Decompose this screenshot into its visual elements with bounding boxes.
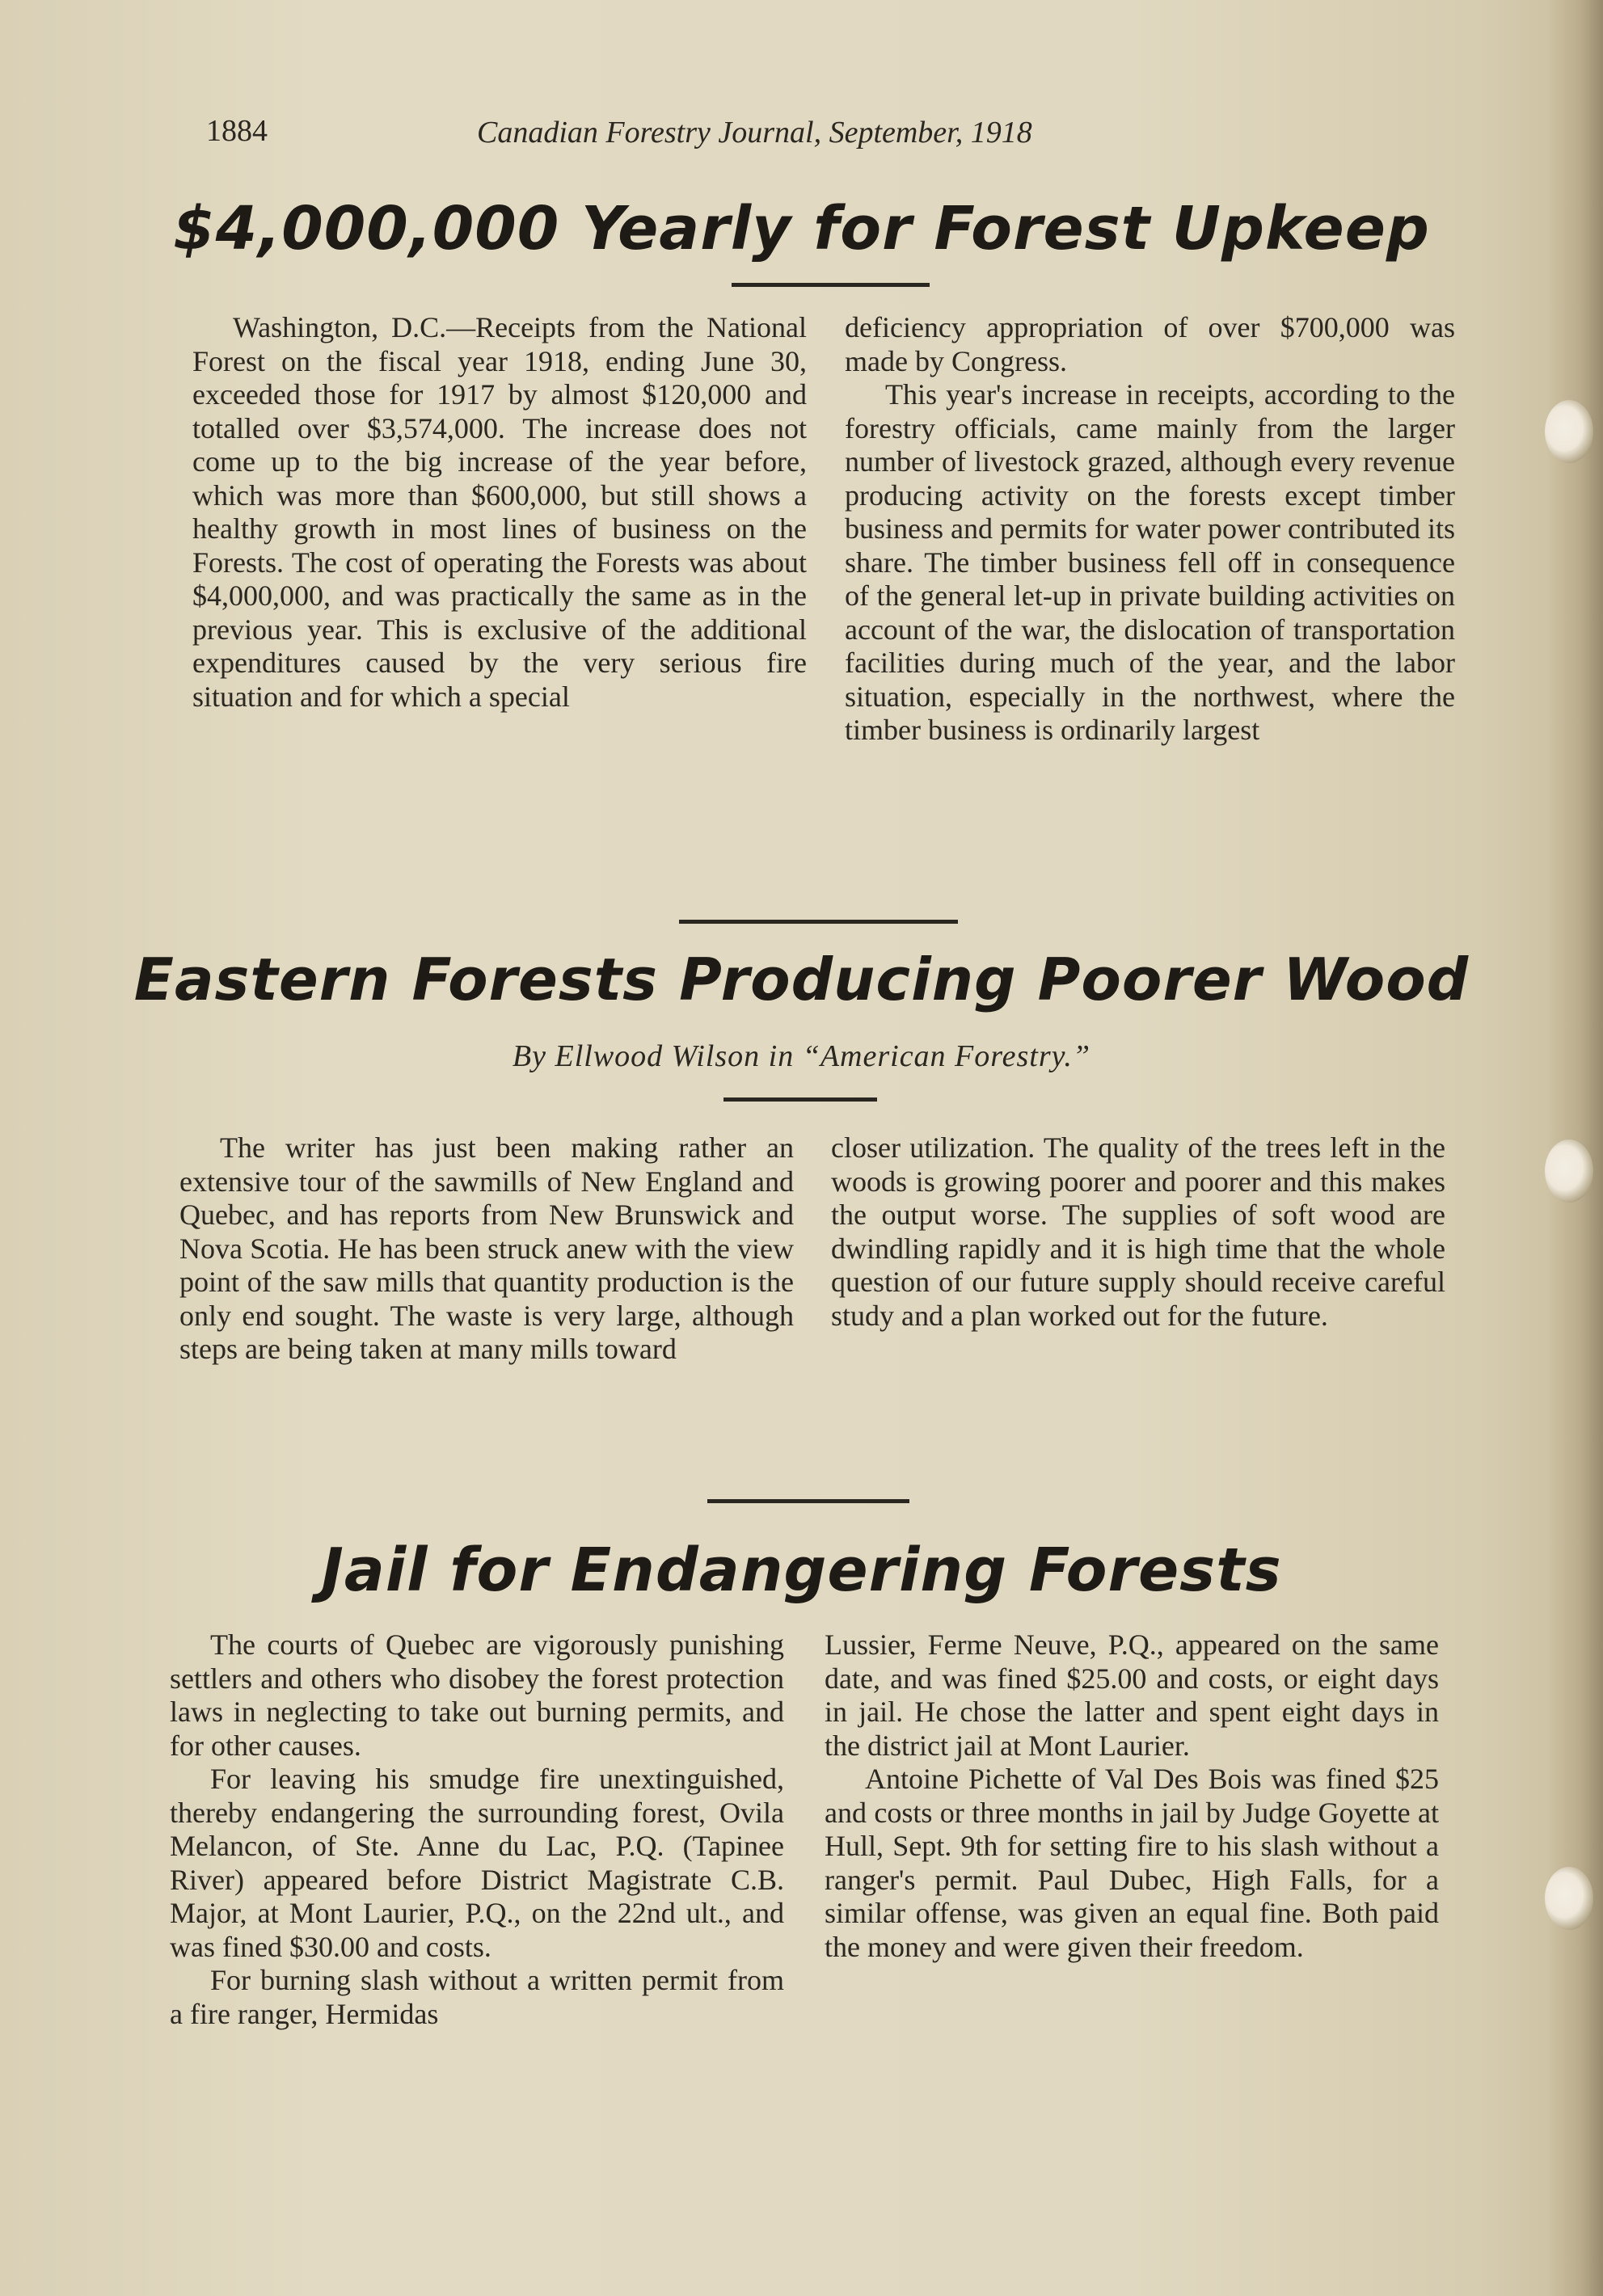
article-1-right-column — [845, 311, 1455, 748]
rule — [679, 920, 958, 924]
paragraph: deficiency appropriation of over $700,000 was made by Congress. — [845, 311, 1455, 377]
article-2-left-column — [179, 1131, 794, 1367]
page-number: 1884 — [206, 114, 268, 148]
paragraph: closer utilization. The quality of the trees left in the woods is growing poorer and poorer and this makes the output worse. The supplies of soft wood are dwindling rapidly and it is high time that the whole question of our future supply should receive careful study and a plan worked out for the future. — [831, 1131, 1445, 1332]
binding-hole — [1545, 400, 1593, 463]
paragraph: For leaving his smudge fire unextinguished, thereby endangering the surrounding forest, Ovila Melancon, of Ste. Anne du Lac, P.Q. (Tapinee River) appeared before District Magistrate C.B. Major, at Mont Laurier, P.Q., on the 22nd ult., and was fined $30.00 and costs. — [170, 1763, 784, 1963]
rule — [707, 1499, 909, 1503]
binding-hole — [1545, 1867, 1593, 1930]
rule — [732, 283, 930, 287]
article-2-headline: Eastern Forests Producing Poorer Wood — [133, 946, 1470, 1013]
article-2-byline: By Ellwood Wilson in “American Forestry.” — [512, 1039, 1091, 1073]
article-3-headline: Jail for Endangering Forests — [321, 1536, 1282, 1605]
paragraph: Lussier, Ferme Neuve, P.Q., appeared on the same date, and was fined $25.00 and costs, or eight days in jail. He chose the latter and spent eight days in the district jail at Mont Laurier. — [825, 1628, 1439, 1762]
binding-hole — [1545, 1140, 1593, 1203]
paragraph: Washington, D.C.—Receipts from the National Forest on the fiscal year 1918, ending June 30, exceeded those for 1917 by almost $120,000 and totalled over $3,574,000. The increase does not come up to the big increase of the year before, which was more than $600,000, but still shows a healthy growth in most lines of business on the Forests. The cost of operating the Forests was about $4,000,000, and was practically the same as in the previous year. This is exclusive of the additional expenditures caused by the very serious fire situation and for which a special — [192, 311, 807, 713]
paragraph: This year's increase in receipts, according to the forestry officials, came mainly from the larger number of livestock grazed, although every revenue producing activity on the forests except timber business and permits for water power contributed its share. The timber business fell off in consequence of the general let-up in private building activities on account of the war, the dislocation of transportation facilities during much of the year, and the labor situation, especially in the northwest, where the timber business is ordinarily largest — [845, 378, 1455, 746]
journal-title: Canadian Forestry Journal, September, 1918 — [477, 116, 1032, 150]
paragraph: The writer has just been making rather an extensive tour of the sawmills of New England and Quebec, and has reports from New Brunswick and Nova Scotia. He has been struck anew with the view point of the saw mills that quantity production is the only end sought. The waste is very large, although steps are being taken at many mills toward — [179, 1131, 794, 1365]
article-3-left-column — [170, 1628, 784, 2031]
paragraph: Antoine Pichette of Val Des Bois was fined $25 and costs or three months in jail by Judge Goyette at Hull, Sept. 9th for setting fire to his slash without a ranger's permit. Paul Dubec, High Falls, for a similar offense, was given an equal fine. Both paid the money and were given their freedom. — [825, 1763, 1439, 1963]
rule — [723, 1097, 877, 1102]
paragraph: For burning slash without a written permit from a fire ranger, Hermidas — [170, 1964, 784, 2030]
paragraph: The courts of Quebec are vigorously punishing settlers and others who disobey the forest protection laws in neglecting to take out burning permits, and for other causes. — [170, 1628, 784, 1762]
article-2-right-column — [831, 1131, 1445, 1333]
article-1-headline: $4,000,000 Yearly for Forest Upkeep — [173, 194, 1430, 263]
article-1-left-column — [192, 311, 807, 714]
article-3-right-column — [825, 1628, 1439, 1964]
